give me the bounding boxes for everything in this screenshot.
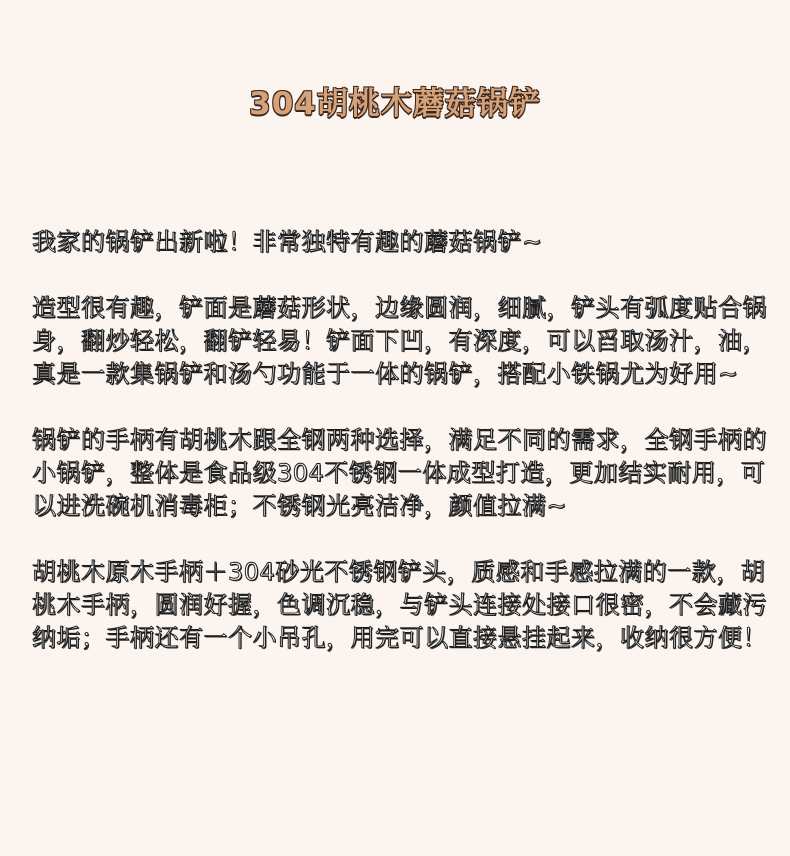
shape-paragraph: 造型很有趣，铲面是蘑菇形状，边缘圆润，细腻，铲头有弧度贴合锅身，翻炒轻松，翻铲轻易！铲面下凹，有深度，可以舀取汤汁，油，真是一款集锅铲和汤勺功能于一体的锅铲，搭配小铁锅尤为好用~	[32, 294, 767, 388]
intro-paragraph: 我家的锅铲出新啦！非常独特有趣的蘑菇锅铲~	[32, 228, 543, 256]
description-body	[32, 226, 770, 688]
walnut-handle-paragraph: 胡桃木原木手柄＋304砂光不锈钢铲头，质感和手感拉满的一款，胡桃木手柄，圆润好握，色调沉稳，与铲头连接处接口很密，不会藏污纳垢；手柄还有一个小吊孔，用完可以直接悬挂起来，收纳很方便！	[32, 558, 767, 652]
handle-options-paragraph: 锅铲的手柄有胡桃木跟全钢两种选择，满足不同的需求，全钢手柄的小锅铲，整体是食品级304不锈钢一体成型打造，更加结实耐用，可以进洗碗机消毒柜；不锈钢光亮洁净，颜值拉满~	[32, 426, 767, 520]
page-title: 304胡桃木蘑菇锅铲	[249, 86, 541, 122]
